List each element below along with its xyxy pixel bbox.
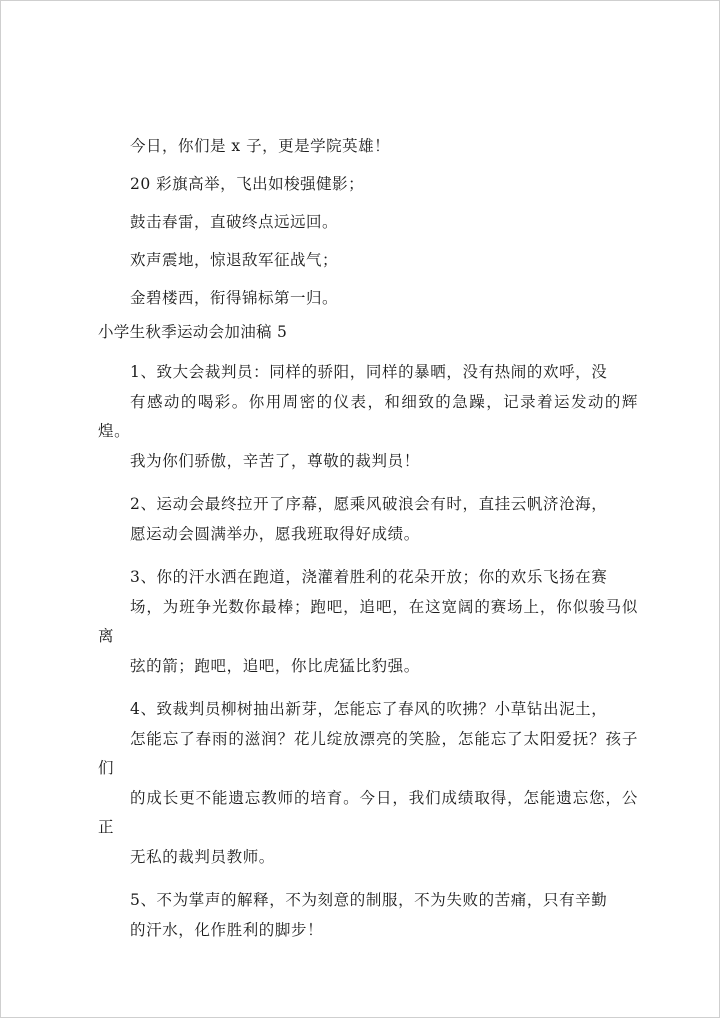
paragraph-3 [98, 563, 638, 681]
paragraph-line: 5、不为掌声的解释，不为刻意的制服，不为失败的苦痛，只有辛勤 [130, 891, 608, 909]
paragraph-4 [98, 695, 638, 872]
paragraph-1 [98, 358, 638, 476]
paragraph-line: 怎能忘了春雨的滋润？花儿绽放漂亮的笑脸，怎能忘了太阳爱抚？孩子们 [98, 729, 638, 777]
paragraph-line: 的汗水，化作胜利的脚步！ [130, 920, 324, 939]
section-heading: 小学生秋季运动会加油稿 5 [98, 323, 288, 341]
verse-line: 欢声震地，惊退敌军征战气； [130, 251, 339, 269]
paragraph-line: 4、致裁判员柳树抽出新芽，怎能忘了春风的吹拂？小草钻出泥土， [130, 700, 608, 718]
verse-line: 今日，你们是 x 子，更是学院英雄！ [130, 137, 391, 155]
paragraph-2 [98, 490, 638, 549]
verse-line: 20 彩旗高举，飞出如梭强健影； [130, 175, 365, 193]
paragraph-5 [98, 886, 638, 945]
paragraph-line: 有感动的喝彩。你用周密的仪表，和细致的急躁，记录着运发动的辉煌。 [98, 392, 638, 440]
document-content [98, 133, 638, 959]
paragraph-line: 的成长更不能遗忘教师的培育。今日，我们成绩取得，怎能遗忘您，公正 [98, 788, 638, 836]
paragraph-line: 愿运动会圆满举办，愿我班取得好成绩。 [130, 524, 420, 543]
paragraph-line: 1、致大会裁判员：同样的骄阳，同样的暴晒，没有热闹的欢呼，没 [130, 363, 608, 381]
paragraph-line: 3、你的汗水洒在跑道，浇灌着胜利的花朵开放；你的欢乐飞扬在赛 [130, 568, 608, 586]
paragraph-line: 2、运动会最终拉开了序幕，愿乘风破浪会有时，直挂云帆济沧海， [130, 495, 608, 513]
verse-line: 金碧楼西，衔得锦标第一归。 [130, 289, 339, 307]
paragraph-line: 我为你们骄傲，辛苦了，尊敬的裁判员！ [130, 451, 420, 470]
paragraph-line: 场，为班争光数你最棒；跑吧，追吧，在这宽阔的赛场上，你似骏马似离 [98, 597, 638, 645]
paragraph-line: 弦的箭；跑吧，追吧，你比虎猛比豹强。 [130, 656, 420, 675]
verse-line: 鼓击春雷，直破终点远远回。 [130, 213, 339, 231]
paragraph-line: 无私的裁判员教师。 [130, 847, 275, 866]
